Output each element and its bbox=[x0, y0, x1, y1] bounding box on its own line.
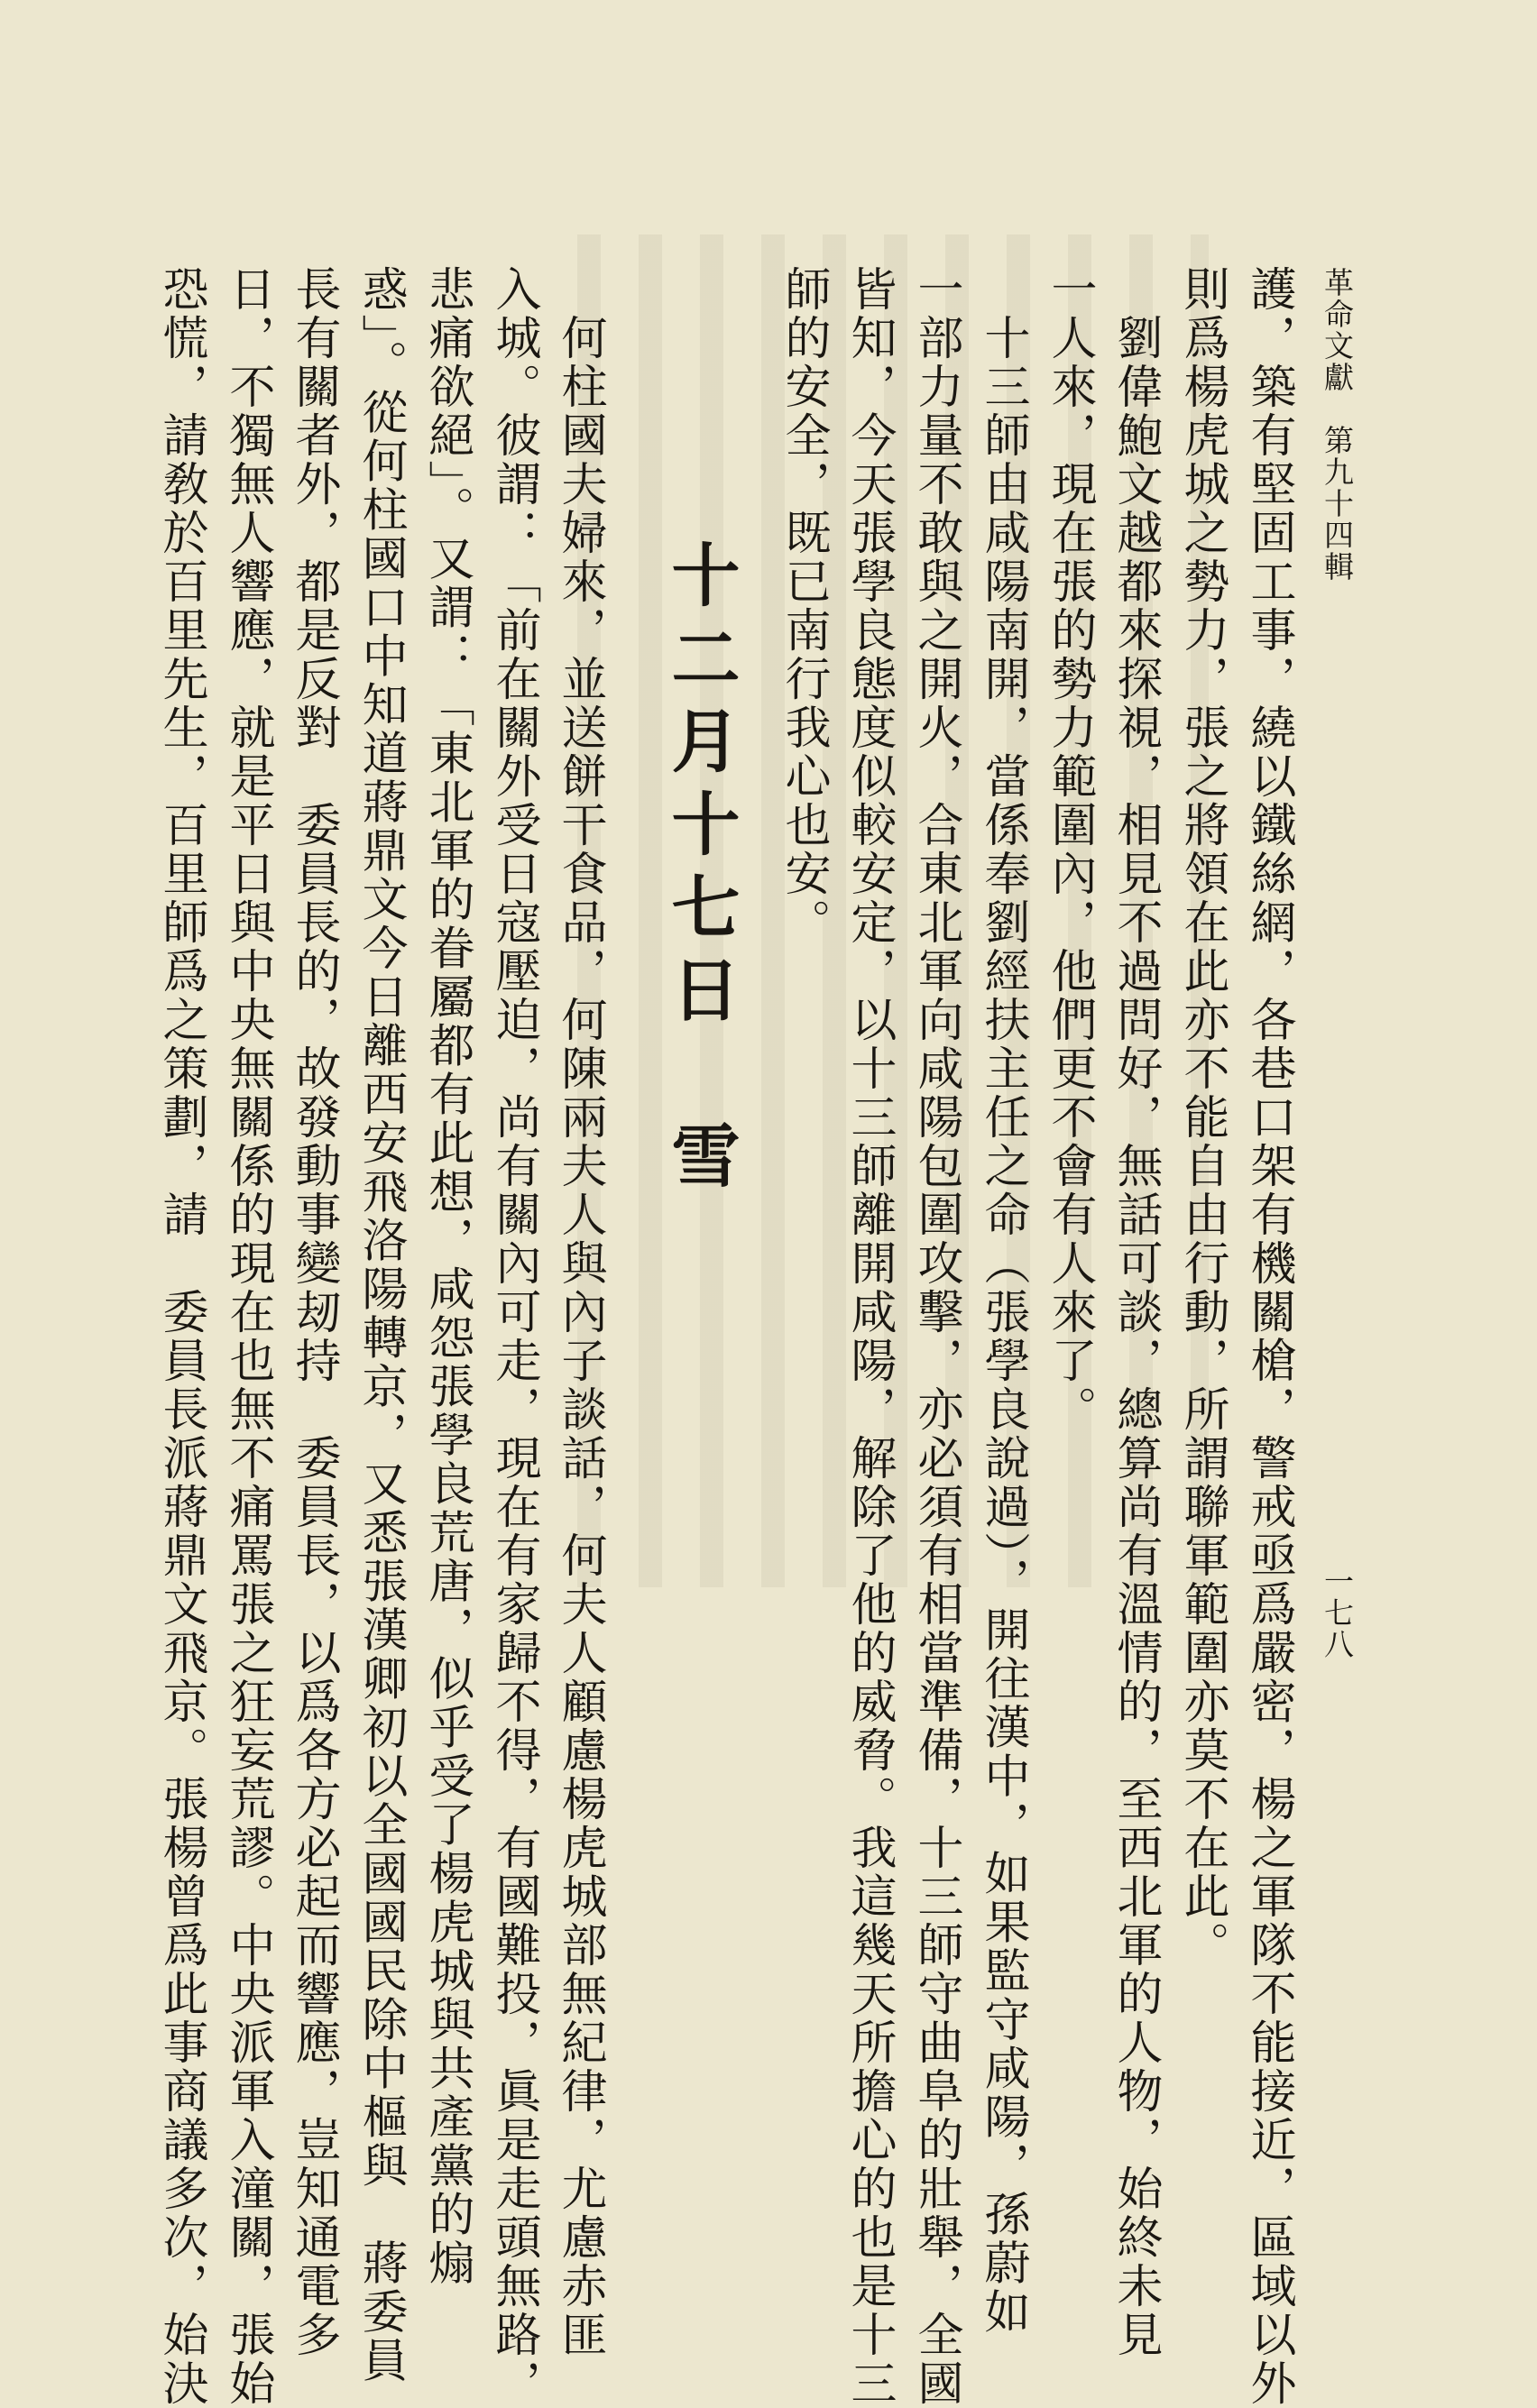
date-heading: 十二月十七日 雪 bbox=[660, 539, 741, 1203]
page-number: 一七八 bbox=[1320, 1566, 1355, 1660]
text-line: 入城。彼謂：「前在關外受日寇壓迫，尚有關內可走，現在有家歸不得，有國難投，眞是走頭無路， bbox=[487, 265, 540, 2408]
text-line: 何柱國夫婦來，並送餅干食品，何陳兩夫人與內子談話，何夫人顧慮楊虎城部無紀律，尤慮赤匪 bbox=[553, 265, 606, 2359]
text-line: 護，築有堅固工事，繞以鐵絲網，各巷口架有機關槍，警戒亟爲嚴密，楊之軍隊不能接近，區域以外 bbox=[1242, 265, 1295, 2408]
text-line: 十三師由咸陽南開，當係奉劉經扶主任之命（張學良說過），開往漢中，如果監守咸陽，孫蔚如 bbox=[976, 265, 1029, 2337]
text-line: 悲痛欲絕」。又謂：「東北軍的眷屬都有此想，咸怨張學良荒唐，似乎受了楊虎城與共產黨的煽 bbox=[420, 265, 474, 2288]
text-line: 皆知，今天張學良態度似較安定，以十三師離開咸陽，解除了他的威脅。我這幾天所擔心的也是十三 bbox=[842, 265, 896, 2408]
text-line: 劉偉鮑文越都來探視，相見不過問好，無話可談，總算尚有溫情的，至西北軍的人物，始終未見 bbox=[1109, 265, 1162, 2359]
text-line: 日，不獨無人響應，就是平日與中央無關係的現在也無不痛罵張之狂妄荒謬。中央派軍入潼關，張始 bbox=[221, 265, 274, 2408]
text-line: 則爲楊虎城之勢力，張之將領在此亦不能自由行動，所謂聯軍範圍亦莫不在此。 bbox=[1175, 265, 1229, 1970]
text-line: 師的安全，既已南行我心也安。 bbox=[777, 265, 830, 947]
text-line: 一部力量不敢與之開火，合東北軍向咸陽包圍攻擊，亦必須有相當準備，十三師守曲阜的壯舉，全國 bbox=[909, 265, 962, 2408]
text-line: 一人來，現在張的勢力範圍內，他們更不會有人來了。 bbox=[1043, 265, 1096, 1434]
text-line: 長有關者外，都是反對 委員長的，故發動事變刼持 委員長，以爲各方必起而響應，豈知通電多 bbox=[287, 265, 340, 2359]
running-header: 革命文獻 第九十四輯 bbox=[1320, 267, 1355, 583]
text-line: 惑」。從何柱國口中知道蔣鼎文今日離西安飛洛陽轉京，又悉張漢卿初以全國國民除中樞與 蔣委員 bbox=[354, 265, 407, 2385]
text-line: 恐慌，請敎於百里先生，百里師爲之策劃，請 委員長派蔣鼎文飛京。張楊曾爲此事商議多次，始決 bbox=[154, 265, 207, 2408]
